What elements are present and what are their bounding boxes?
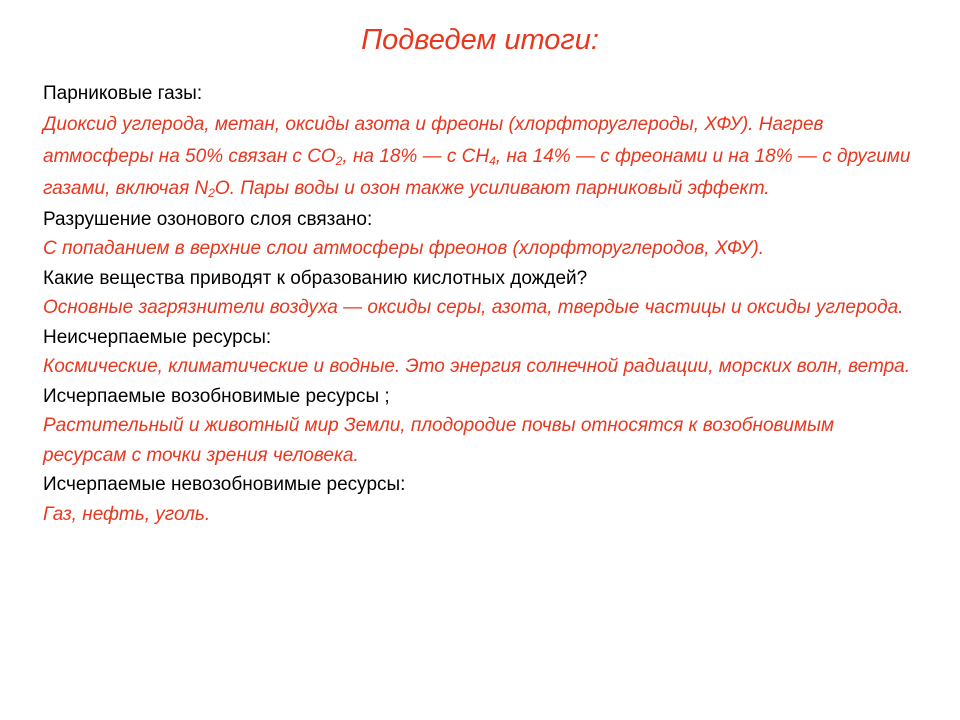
- question-nonrenewable-resources: Исчерпаемые невозобновимые ресурсы:: [43, 474, 406, 495]
- question-acid-rain: Какие вещества приводят к образованию кислотных дождей?: [43, 267, 588, 289]
- answer-greenhouse-part4: O. Пары воды и озон также усиливают парниковый эффект.: [214, 177, 770, 199]
- answer-greenhouse-lead: Диоксид углерода, метан, оксиды азота и фреоны (хлорфторуглероды, ХФУ). Нагрев атмосферы на 50% связан с CO: [43, 113, 824, 167]
- answer-acid-rain: Основные загрязнители воздуха — оксиды серы, азота, твердые частицы и оксиды углерода.: [43, 297, 904, 318]
- answer-greenhouse-part2: , на 18% — с CH: [342, 145, 490, 167]
- co2-subscript: 2: [335, 153, 343, 168]
- question-ozone-layer: Разрушение озонового слоя связано:: [43, 208, 373, 230]
- answer-greenhouse-gases: [43, 109, 918, 205]
- answer-greenhouse-part3: , на 14% — с фреонами и на 18% — с другими газами, включая N: [43, 145, 911, 199]
- summary-content: [43, 79, 918, 529]
- answer-nonrenewable-resources: Газ, нефть, уголь.: [43, 503, 211, 525]
- question-renewable-resources: Исчерпаемые возобновимые ресурсы ;: [43, 385, 390, 407]
- question-greenhouse-gases: Парниковые газы:: [43, 83, 203, 104]
- question-inexhaustible-resources: Неисчерпаемые ресурсы:: [43, 326, 272, 348]
- answer-renewable-resources: Растительный и животный мир Земли, плодородие почвы относятся к возобновимым ресурсам с точки зрения человека.: [43, 415, 835, 466]
- n2o-subscript: 2: [208, 185, 215, 200]
- answer-ozone-layer: С попаданием в верхние слои атмосферы фреонов (хлорфторуглеродов, ХФУ).: [43, 238, 765, 259]
- ch4-subscript: 4: [489, 153, 496, 168]
- answer-inexhaustible-resources: Космические, климатические и водные. Это энергия солнечной радиации, морских волн, ветра.: [43, 356, 911, 377]
- slide-title: Подведем итоги:: [361, 24, 599, 56]
